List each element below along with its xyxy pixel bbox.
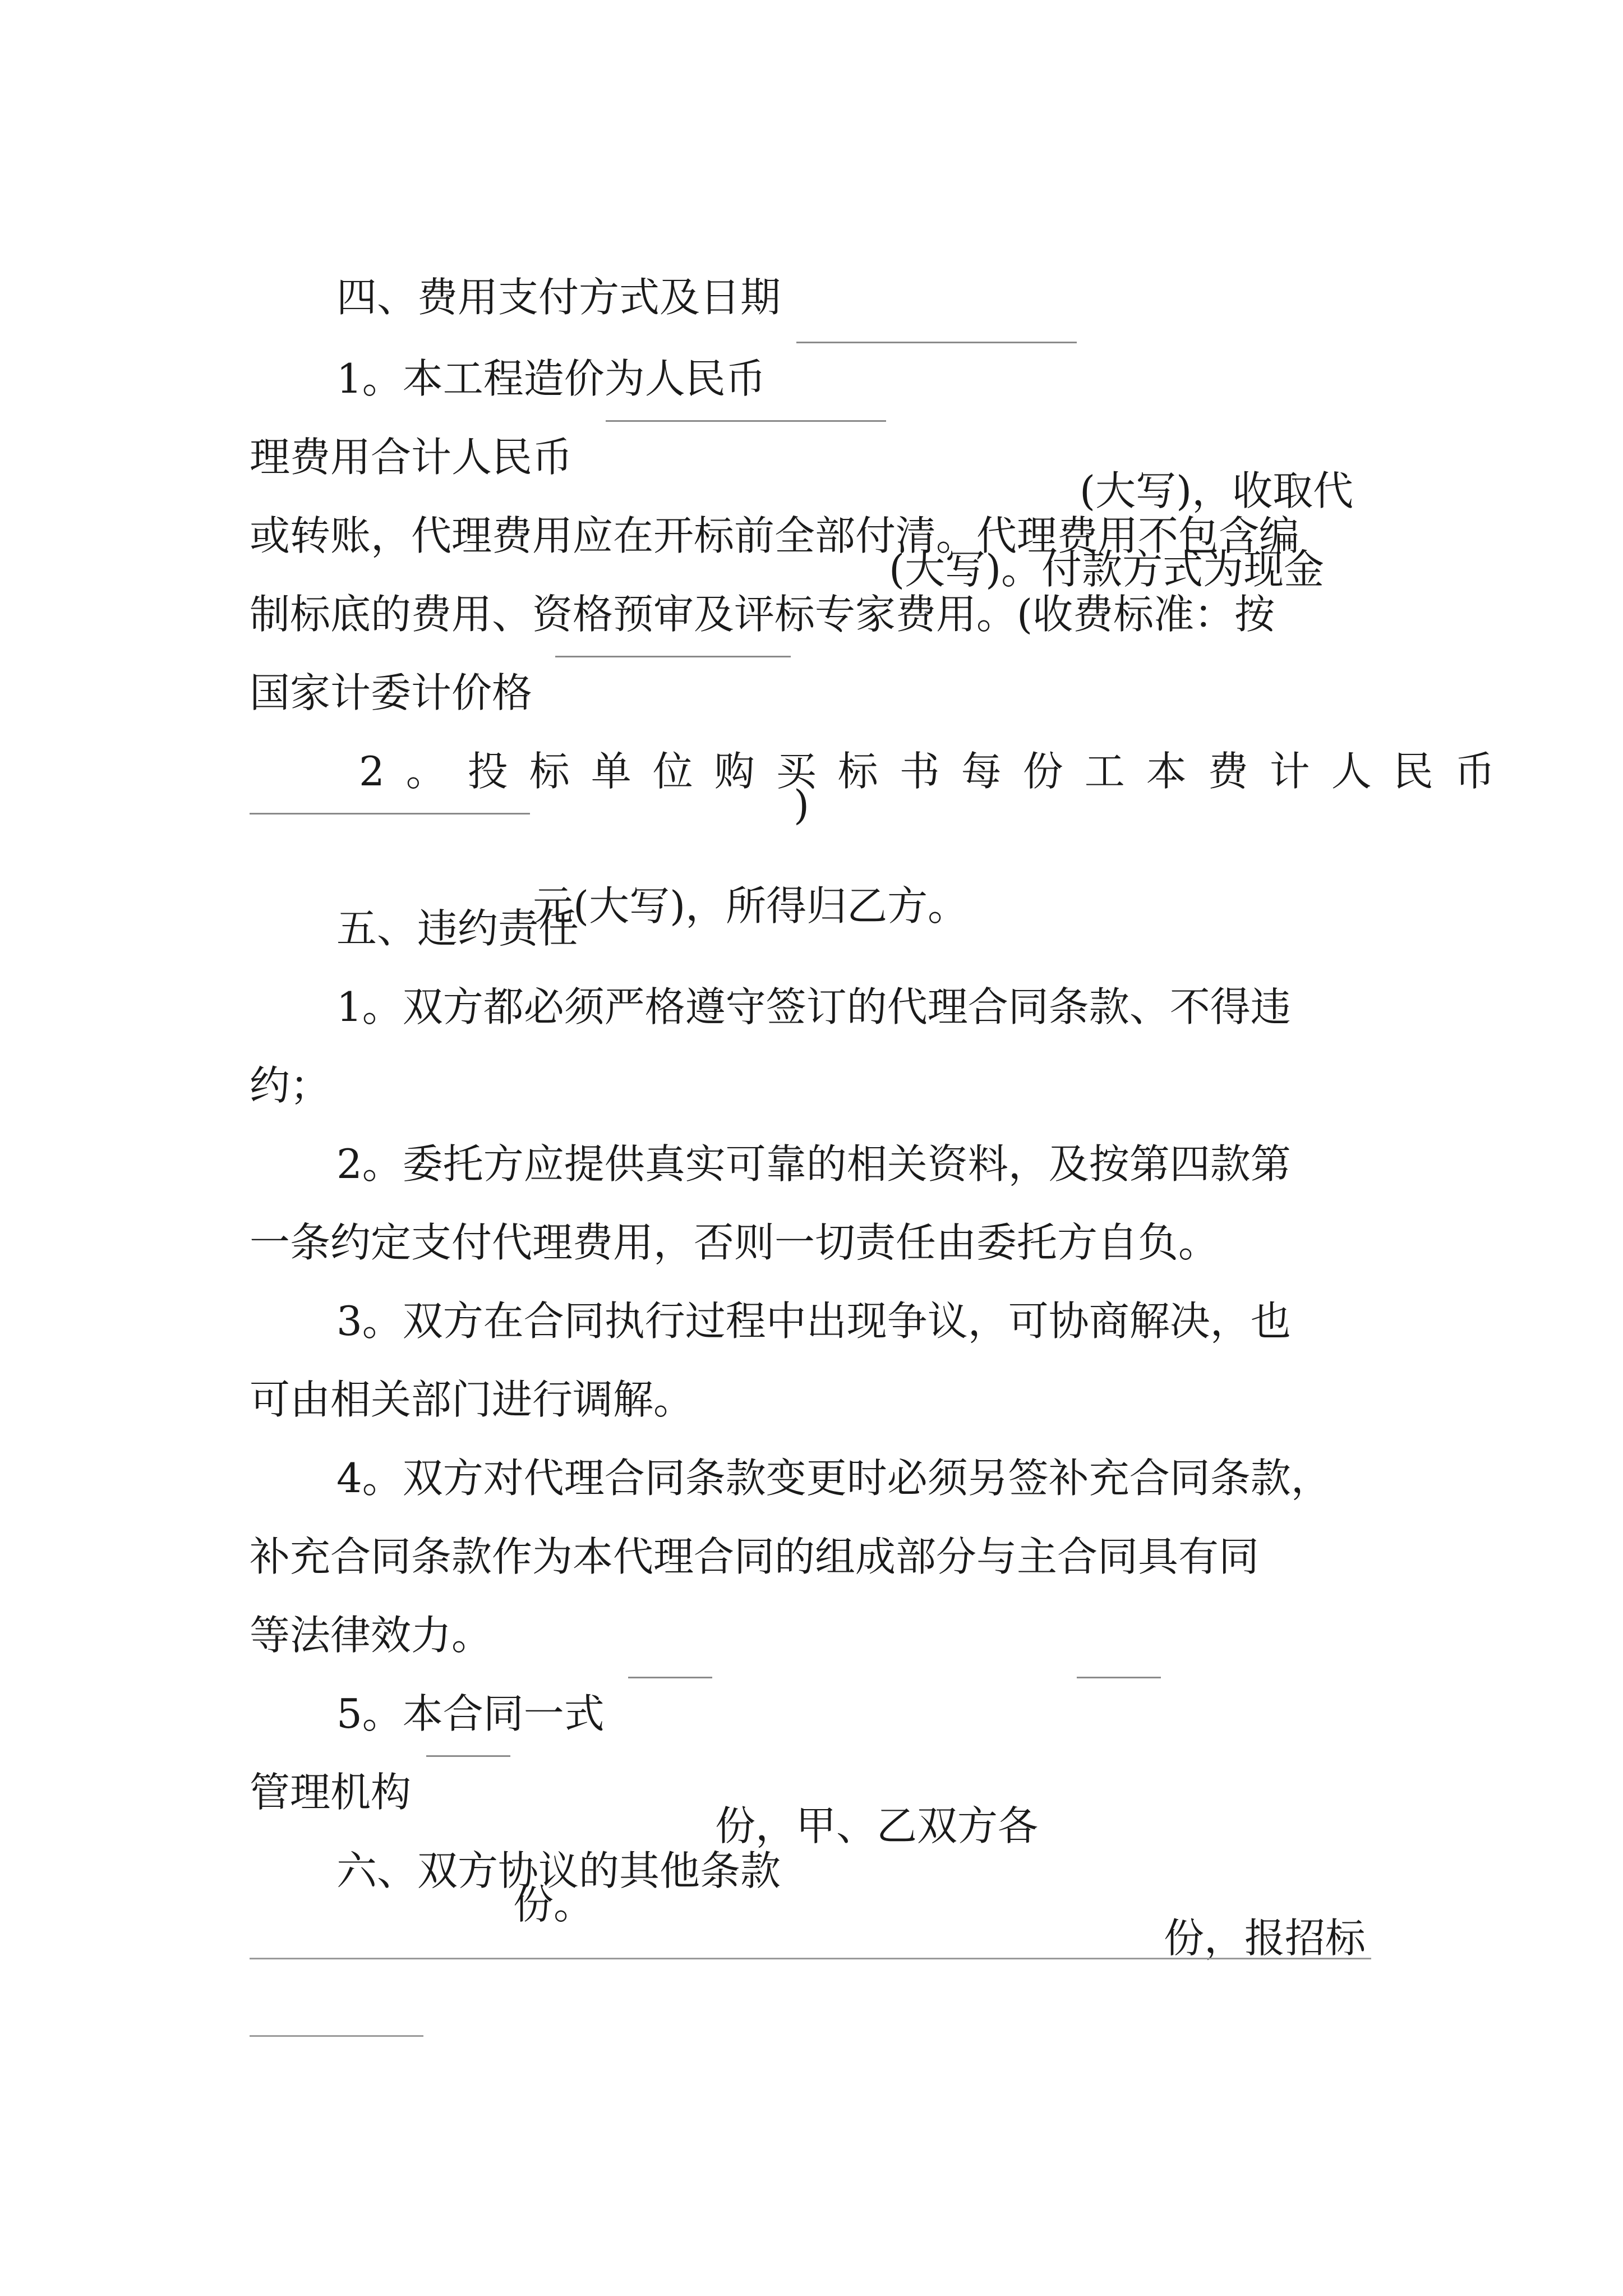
text-segment: 等法律效力。 <box>250 1612 492 1659</box>
fill-blank-price[interactable] <box>796 307 1077 343</box>
s5-item4-line3 <box>0 1551 1623 1659</box>
text-segment: (大写)，收取代 <box>1080 467 1354 514</box>
text-segment: 元(大写)，所得归乙方。 <box>533 882 969 930</box>
fill-blank-fee[interactable] <box>606 385 886 422</box>
text-segment: 2。委托方应提供真实可靠的相关资料，及按第四款第 <box>336 1140 1291 1188</box>
s5-item2-line2 <box>0 1158 1623 1266</box>
s4-item1-line4 <box>0 530 1623 638</box>
s5-item2-line1 <box>0 1080 1623 1188</box>
other-terms-fill-line-2[interactable] <box>250 2035 423 2037</box>
text-segment: 国家计委计价格 <box>250 669 533 716</box>
text-segment: 制标底的费用、资格预审及评标专家费用。(收费标准：按 <box>250 591 1275 638</box>
fill-blank-price-standard[interactable] <box>555 621 791 657</box>
text-segment: 1。本工程造价为人民币 <box>336 355 766 402</box>
text-segment: 3。双方在合同执行过程中出现争议，可协商解决，也 <box>336 1297 1291 1345</box>
s5-item1-line1 <box>0 923 1623 1030</box>
text-segment: 份，甲、乙双方各 <box>715 1802 1039 1849</box>
s5-item1-line2 <box>0 1001 1623 1109</box>
text-segment: 份，报招标 <box>1164 1915 1366 1962</box>
section-6-heading <box>0 1787 1623 1894</box>
section-4-heading <box>0 213 1623 321</box>
fill-blank-bid-doc-fee[interactable] <box>250 778 530 815</box>
other-terms-fill-line-1[interactable] <box>250 1958 1371 1959</box>
text-segment: 5。本合同一式 <box>336 1690 605 1737</box>
text-segment: 1。双方都必须严格遵守签订的代理合同条款、不得违 <box>336 983 1291 1030</box>
text-segment: 可由相关部门进行调解。 <box>250 1376 694 1423</box>
text-segment: 补充合同条款作为本代理合同的组成部分与主合同具有同 <box>250 1533 1260 1580</box>
s5-item3-line2 <box>0 1315 1623 1423</box>
fill-blank-copies-total[interactable] <box>628 1642 712 1678</box>
text-segment: 2。投标单位购买标书每份工本费计人民币 <box>359 748 1516 795</box>
s5-item4-line2 <box>0 1473 1623 1580</box>
section-4-heading-text: 四、费用支付方式及日期 <box>336 274 781 321</box>
fill-blank-copies-each[interactable] <box>1077 1642 1161 1678</box>
text-segment: 一条约定支付代理费用，否则一切责任由委托方自负。 <box>250 1219 1219 1266</box>
s5-item4-line1 <box>0 1394 1623 1502</box>
text-segment: 份。 <box>513 1881 594 1928</box>
section-5-heading-text: 五、违约责任 <box>336 905 579 952</box>
text-segment: 管理机构 <box>250 1769 412 1816</box>
text-segment: 理费用合计人民币 <box>250 434 573 481</box>
fill-blank-copies-agency[interactable] <box>426 1720 510 1757</box>
s4-item2-line1 <box>0 687 1623 795</box>
text-segment: 或转账，代理费用应在开标前全部付清。代理费用不包含编 <box>250 512 1300 559</box>
s5-item3-line1 <box>0 1237 1623 1345</box>
text-segment: ) <box>794 781 810 829</box>
text-segment: (大写)。付款方式为现金 <box>889 546 1325 593</box>
s4-item1-line3 <box>0 452 1623 559</box>
section-6-heading-text: 六、双方协议的其他条款 <box>336 1847 781 1894</box>
text-segment: 4。双方对代理合同条款变更时必须另签补充合同条款， <box>336 1455 1331 1502</box>
text-segment: 约； <box>250 1062 331 1109</box>
